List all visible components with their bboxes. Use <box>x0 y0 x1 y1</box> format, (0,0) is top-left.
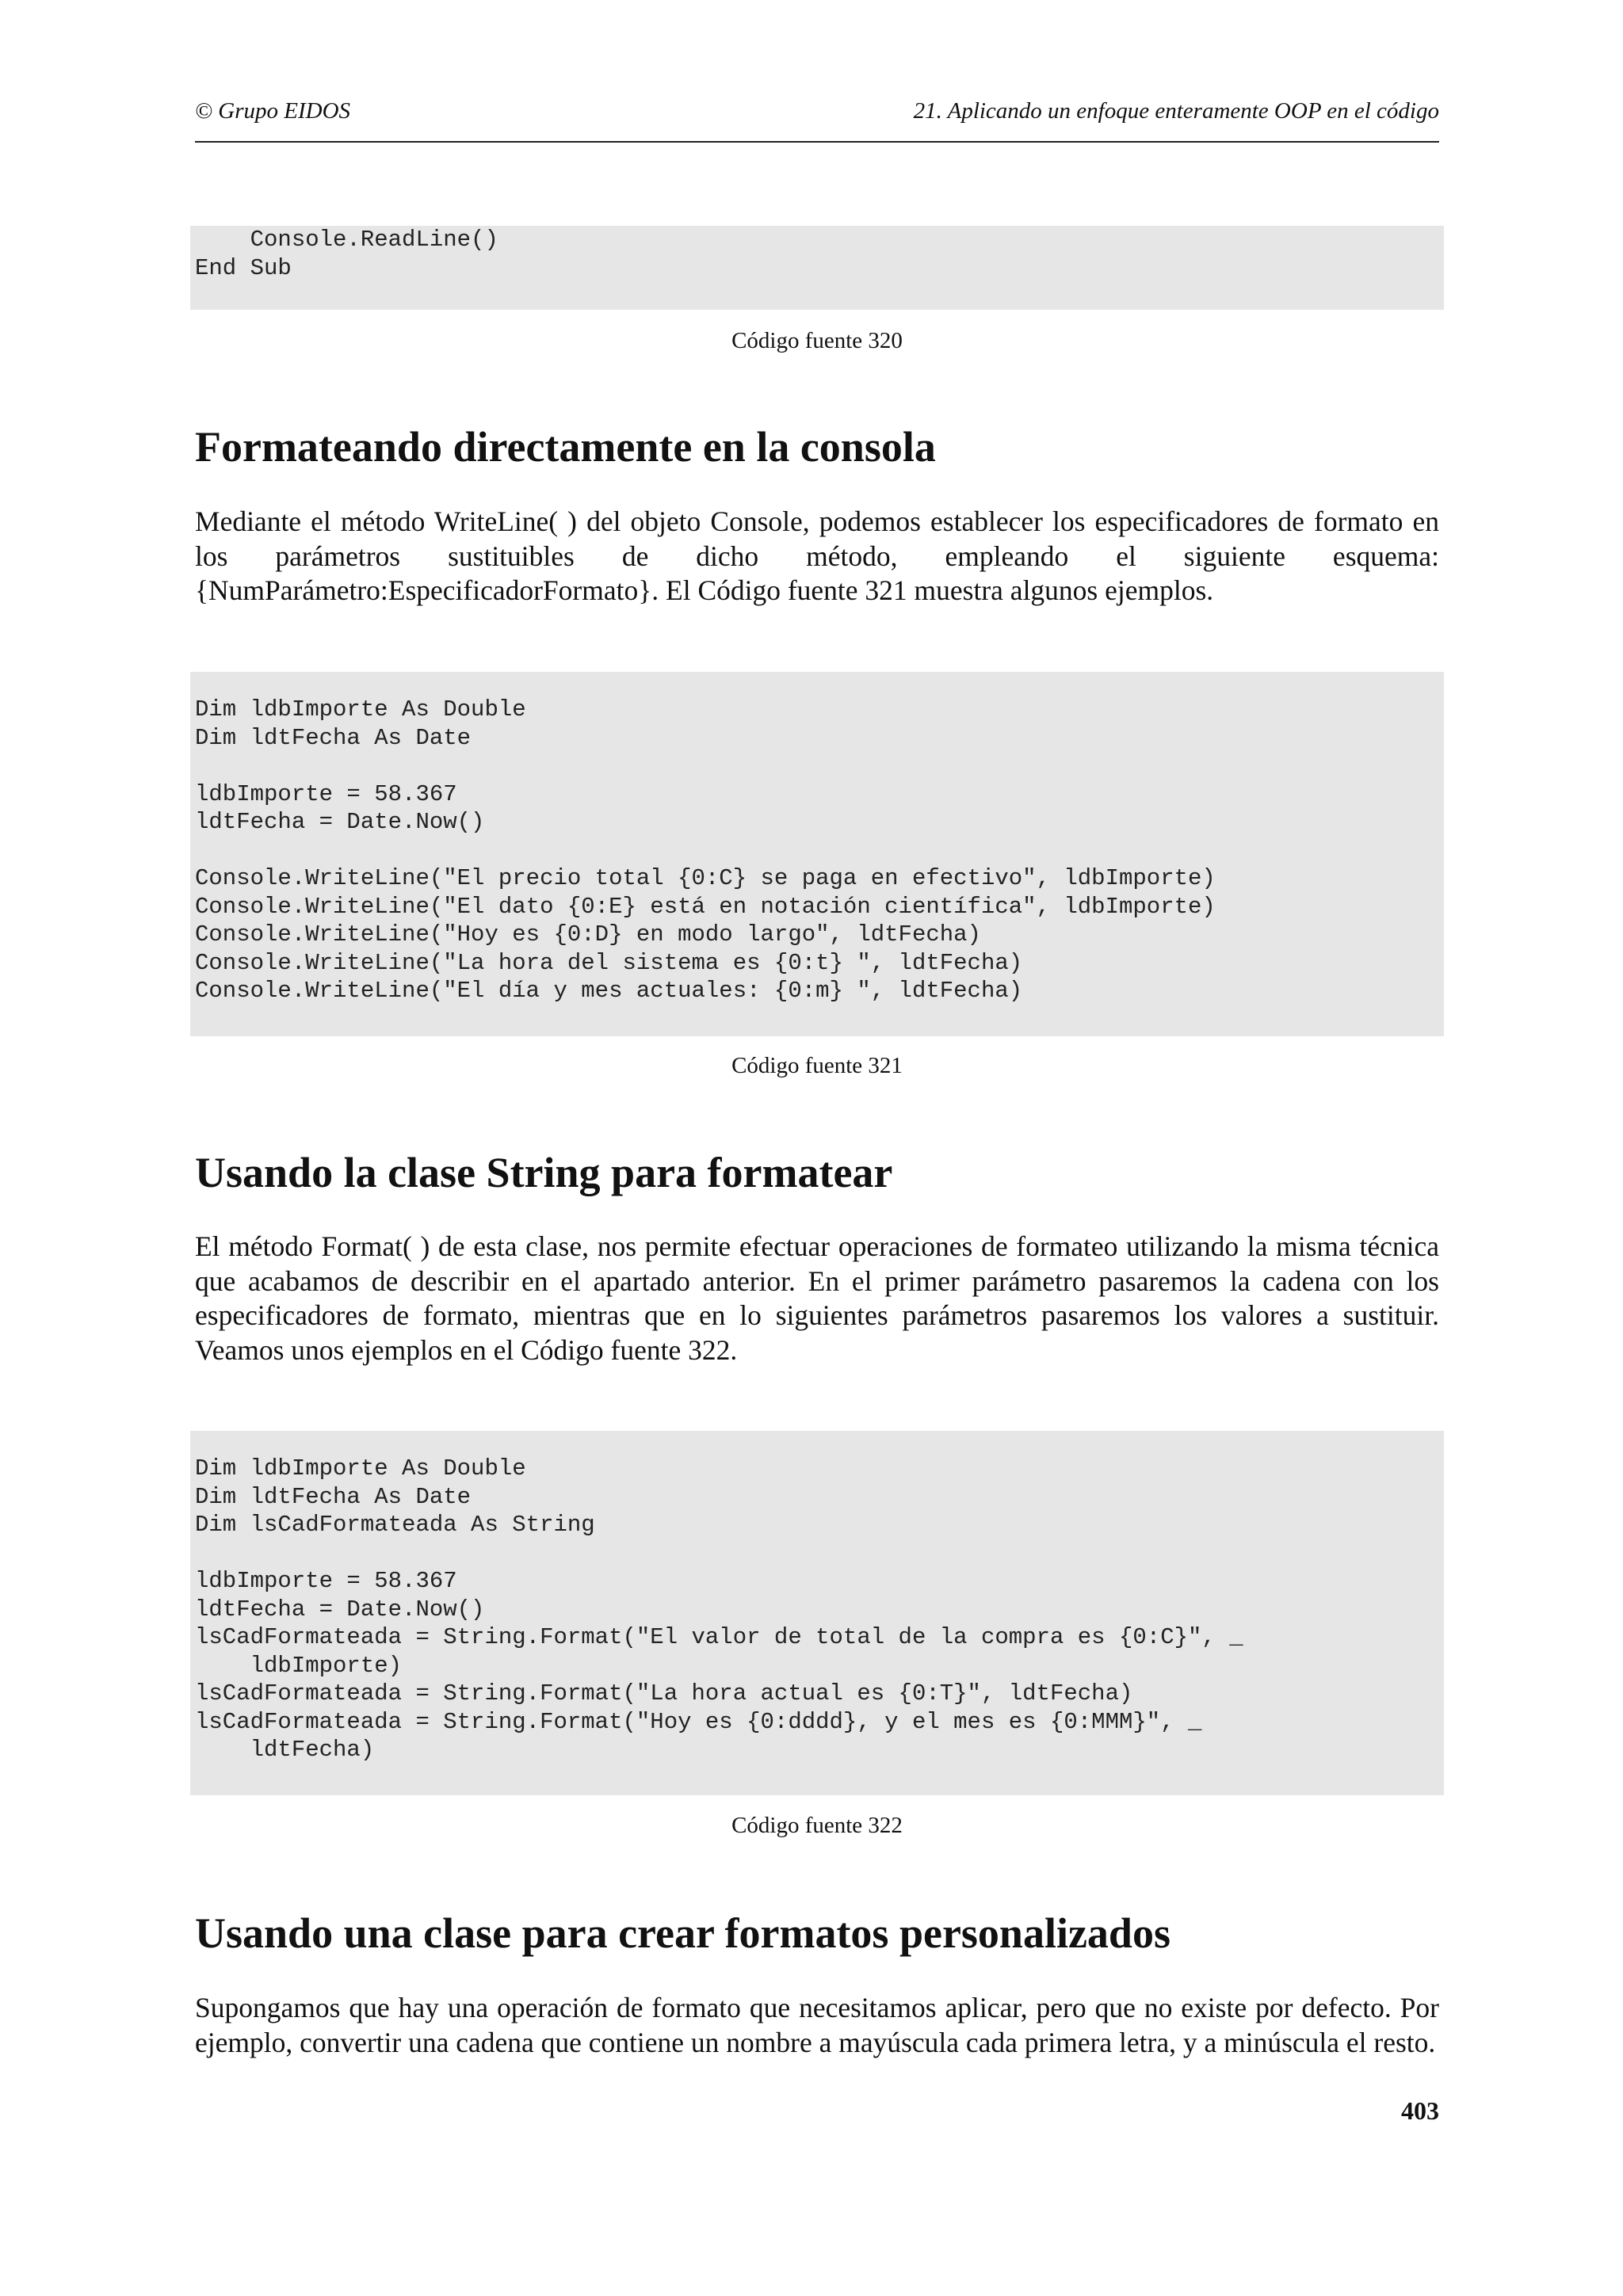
code-block-320 <box>190 226 1444 310</box>
code-listing: Console.ReadLine() End Sub <box>195 227 498 281</box>
section-paragraph-formateando-consola: Mediante el método WriteLine( ) del objeto Console, podemos establecer los especificadores de formato en los parámetros sustituibles de dicho método, empleando el siguiente esquema: {NumParámetro:EspecificadorFormato}. El Código fuente 321 muestra algunos ejemplos. <box>195 505 1439 606</box>
header-publisher: © Grupo EIDOS <box>195 98 351 124</box>
header-chapter-title: 21. Aplicando un enfoque enteramente OOP en el código <box>913 98 1439 124</box>
code-listing: Dim ldbImporte As Double Dim ldtFecha As Date ldbImporte = 58.367 ldtFecha = Date.Now() Console.WriteLine("El precio total {0:C} se paga en efectivo", ldbImporte) Console.WriteLine("El dato {0:E} está en notación científica", ldbImporte) Console.WriteLine("Hoy es {0:D} en modo largo", ldtFecha) Console.WriteLine("La hora del sistema es {0:t} ", ldtFecha) Console.WriteLine("El día y mes actuales: {0:m} ", ldtFecha) <box>195 696 1216 1004</box>
page-number: 403 <box>1401 2096 1439 2125</box>
code-caption-322: Código fuente 322 <box>731 1813 903 1838</box>
code-listing: Dim ldbImporte As Double Dim ldtFecha As Date Dim lsCadFormateada As String ldbImporte = 58.367 ldtFecha = Date.Now() lsCadFormateada = String.Format("El valor de total de la compra es {0:C}", _ ldbImporte) lsCadFormateada = String.Format("La hora actual es {0:T}", ldtFecha) lsCadFormateada = String.Format("Hoy es {0:dddd}, y el mes es {0:MMM}", _ ldtFecha) <box>195 1455 1243 1763</box>
running-header <box>195 95 1439 143</box>
code-caption-321: Código fuente 321 <box>731 1053 903 1078</box>
section-title-clase-string: Usando la clase String para formatear <box>195 1149 893 1196</box>
code-block-321 <box>190 672 1444 1036</box>
section-title-formateando-consola: Formateando directamente en la consola <box>195 423 936 471</box>
section-paragraph-clase-string: El método Format( ) de esta clase, nos permite efectuar operaciones de formateo utilizando la misma técnica que acabamos de describir en el apartado anterior. En el primer parámetro pasaremos la cadena con los especificadores de formato, mientras que en lo siguientes parámetros pasaremos los valores a sustituir. Veamos unos ejemplos en el Código fuente 322. <box>195 1230 1439 1366</box>
code-block-322 <box>190 1431 1444 1795</box>
section-paragraph-formatos-personalizados: Supongamos que hay una operación de formato que necesitamos aplicar, pero que no existe por defecto. Por ejemplo, convertir una cadena que contiene un nombre a mayúscula cada primera letra, y a minúscula el resto. <box>195 1992 1439 2058</box>
section-title-formatos-personalizados: Usando una clase para crear formatos personalizados <box>195 1909 1170 1957</box>
code-caption-320: Código fuente 320 <box>731 328 903 353</box>
